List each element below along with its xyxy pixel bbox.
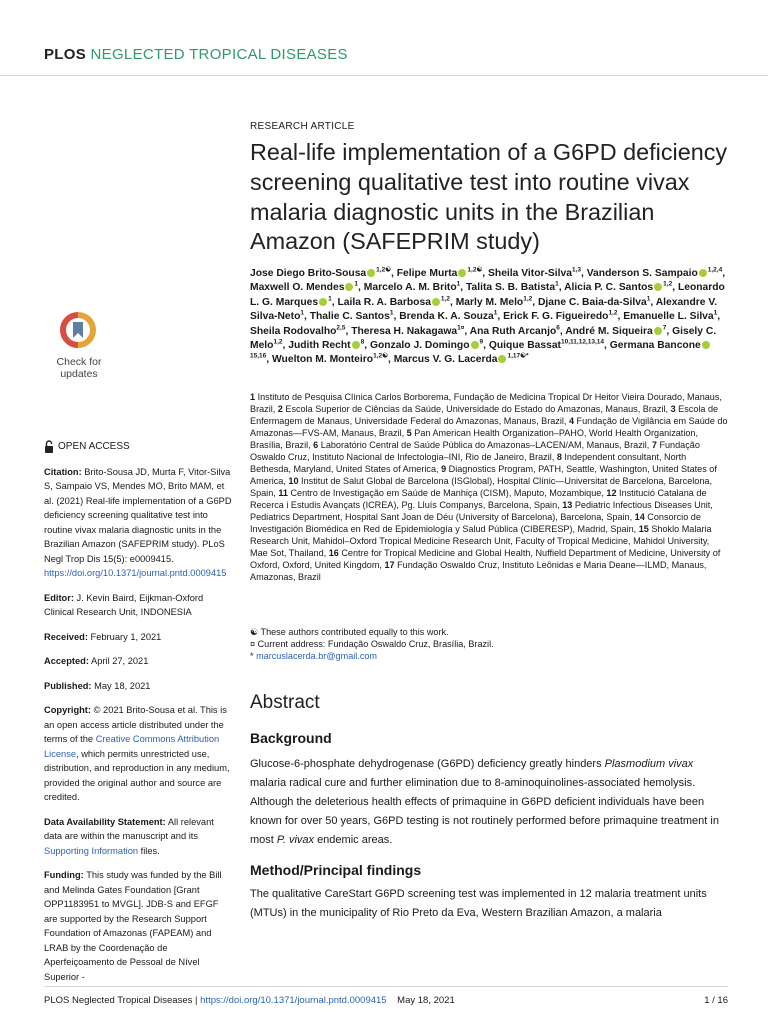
author: Gonzalo J. Domingo $^9$ [369,338,484,352]
author: Germana Bancone$^{15,16}$ [250,340,711,365]
author: Emanuelle L. Silva$^1$ [623,309,718,323]
citation-doi-link[interactable]: https://doi.org/10.1371/journal.pntd.0009415 [44,568,227,578]
affiliation: 2 Escola Superior de Ciências da Saúde, Universidade do Estado do Amazonas, Manaus, Brazil, [277,404,671,414]
article-title [250,138,728,257]
author: Vanderson S. Sampaio $^{1,2,4}$ [586,266,723,279]
orcid-icon[interactable] [367,269,375,277]
author-list: Jose Diego Brito-Sousa $^{1,2☯}$, Felipe Murta $^{1,2☯}$, Sheila Vitor-Silva$^{1,3}$, Vanderson S. Sampaio $^{1,2,4}$, Maxwell O. Mendes $^1$, Marcelo A. M. Brito$^1$, Talita S. B. Batista$^1$, Alicia P. C. Santos $^{1,2}$, Leonardo L. G. Marques $^1$, Laila R. A. Barbosa $^{1,2}$, Marly M. Melo$^{1,2}$, Djane C. Baia-da-Silva$^1$, Alexandre V. Silva-Neto$^1$, Thalie C. Santos$^1$, Brenda K. A. Souza$^1$, Erick F. G. Figueiredo$^{1,2}$, Emanuelle L. Silva$^1$, Sheila Rodovalho$^{2,5}$, Theresa H. Nakagawa$^{1¤}$, Ana Ruth Arcanjo$^6$, André M. Siqueira $^7$, Gisely C. Melo$^{1,2}$, Judith Recht $^8$, Gonzalo J. Domingo $^9$, Quique Bassat$^{10,11,12,13,14}$, Germana Bancone$^{15,16}$, Wuelton M. Monteiro$^{1,2☯}$, Marcus V. G. Lacerda $^{1,17☯*}$ [250,266,726,366]
article-info-sidebar [44,440,232,994]
journal-header [44,46,348,63]
published-date: Published: May 18, 2021 [44,680,151,691]
author: Thalie C. Santos$^1$ [309,309,394,323]
check-updates-text: Check for updates [56,356,102,380]
affiliation: 16 Centre for Tropical Medicine and Global Health, Nuffield Department of Medicine, University of Oxford, Oxford, United Kingdom, [250,548,721,570]
author: Sheila Vitor-Silva$^{1,3}$ [488,266,582,279]
author-notes [250,626,728,662]
citation: Citation: Brito-Sousa JD, Murta F, Vitor-Silva S, Sampaio VS, Mendes MO, Brito MAM, et al. (2021) Real-life implementation of a G6PD deficiency screening qualitative test into routine vivax malaria diagnostic units in the Brazilian Amazon (SAFEPRIM study). PLoS Negl Trop Dis 15(5): e0009415. https://doi.org/10.1371/journal.pntd.0009415 [44,466,232,578]
orcid-icon[interactable] [432,298,440,306]
affiliation: 9 Diagnostics Program, PATH, Seattle, Washington, United States of America, [250,464,717,486]
page-footer: PLOS Neglected Tropical Diseases | https://doi.org/10.1371/journal.pntd.0009415 May 18, 2021 1 / 16 [44,995,728,1006]
footer-doi-link[interactable]: https://doi.org/10.1371/journal.pntd.0009415 [200,995,387,1006]
title-line: screening qualitative test into routine vivax [250,168,690,195]
footer-divider [44,986,728,987]
email-link[interactable]: marcuslacerda.br@gmail.com [256,651,377,661]
author: Erick F. G. Figueiredo$^{1,2}$ [503,309,618,323]
author: Marcus V. G. Lacerda $^{1,17☯*}$ [393,353,529,366]
affiliation: 14 Consorcio de Investigación Biomédica en Red de Epidemiología y Salud Pública (CIBERESP), Madrid, Spain, [250,512,701,534]
author: Djane C. Baia-da-Silva$^1$ [538,295,651,308]
author: Brenda K. A. Souza$^1$ [399,309,498,323]
author: Theresa H. Nakagawa$^{1¤}$ [351,324,465,337]
author: Ana Ruth Arcanjo$^6$ [469,324,560,337]
check-for-updates-badge[interactable] [48,312,110,384]
affiliation: 17 Fundação Oswaldo Cruz, Instituto Leônidas e Maria Deane—ILMD, Manaus, Amazonas, Brazil [250,560,707,582]
affiliation: 11 Centro de Investigação em Saúde de Manhiça (CISM), Maputo, Mozambique, [278,488,607,498]
affiliation: 15 Shoklo Malaria Research Unit, Mahidol–Oxford Tropical Medicine Research Unit, Faculty of Tropical Medicine, Mahidol University, Mae Sot, Thailand, [250,524,712,558]
orcid-icon[interactable] [458,269,466,277]
page-number: 1 / 16 [704,995,728,1006]
author: Sheila Rodovalho$^{2,5}$ [250,324,346,337]
accepted-date: Accepted: April 27, 2021 [44,656,149,666]
affiliation: 10 Institut de Salut Global de Barcelona (ISGlobal), Hospital Clínic—Universitat de Barcelona, Barcelona, Spain, [250,476,712,498]
license-link[interactable]: Creative Commons Attribution License [44,734,220,759]
supporting-info-link[interactable]: Supporting Information [44,845,139,856]
copyright: Copyright: © 2021 Brito-Sousa et al. This is an open access article distributed under the terms of the Creative Commons Attribution License, which permits unrestricted use, distribution, and reproduction in any medium, provided the original author and source are credited. [44,705,230,802]
funding: Funding: This study was funded by the Bill and Melinda Gates Foundation [Grant OPP1183951 to MVGL]. JDB-S and EFGF are supported by the Research Support Foundation of Amazonas (FAPEAM) and LRAB by the Coordenação de Aperfeiçoamento de Pessoal de Nível Superior - [44,870,222,982]
author: Marly M. Melo$^{1,2}$ [455,295,533,308]
corresponding-email: * marcuslacerda.br@gmail.com [250,651,377,661]
title-line: malaria diagnostic units in the Brazilian [250,198,655,225]
author: Laila R. A. Barbosa $^{1,2}$ [337,295,450,308]
affiliation: 13 Pediatric Infectious Diseases Unit, Pediatrics Department, Hospital Sant Joan de Déu (University of Barcelona), Barcelona, Spain, [250,500,713,522]
author: Jose Diego Brito-Sousa $^{1,2☯}$ [250,266,392,279]
article-type: RESEARCH ARTICLE [250,121,355,132]
data-availability: Data Availability Statement: All relevant data are within the manuscript and its Supporting Information files. [44,816,214,856]
open-lock-icon [44,440,54,454]
affiliation: 1 Instituto de Pesquisa Clínica Carlos Borborema, Fundação de Medicina Tropical Dr Heitor Vieira Dourado, Manaus, Brazil, [250,392,722,414]
methods-text: The qualitative CareStart G6PD screening test was implemented in 12 malaria treatment units (MTUs) in the municipality of Rio Preto da Eva, Western Brazilian Amazon, a malaria [250,888,707,919]
affiliation: 5 Pan American Health Organization–PAHO, World Health Organization, Brasília, Brazil, [250,428,698,450]
affiliation: 6 Laboratório Central de Saúde Pública do Amazonas–LACEN/AM, Manaus, Brazil, [313,440,652,450]
check-updates-icon [60,312,96,348]
orcid-icon[interactable] [319,298,327,306]
author: Quique Bassat$^{10,11,12,13,14}$ [488,338,604,352]
author: Felipe Murta $^{1,2☯}$ [396,266,483,279]
methods-heading: Method/Principal findings [250,862,422,878]
author: Talita S. B. Batista$^1$ [466,280,559,294]
affiliations [250,391,728,583]
background-text: Glucose-6-phosphate dehydrogenase (G6PD) deficiency greatly hinders Plasmodium vivax malaria radical cure and further elimination due to 8-aminoquinolines-associated hemolysis. Although the deleterious health effects of primaquine in G6PD deficient individuals have been known for over 50 years, G6PD testing is not routinely performed before primaquine treatment in most P. vivax endemic areas. [250,758,719,846]
author: Marcelo A. M. Brito$^1$ [363,280,461,294]
orcid-icon[interactable] [699,269,707,277]
title-line: Real-life implementation of a G6PD deficiency [250,139,728,165]
equal-contribution-note: ☯ These authors contributed equally to this work. [250,627,449,637]
footer-date: May 18, 2021 [397,995,455,1006]
author: Judith Recht $^8$ [288,338,365,352]
journal-prefix: PLOS [44,46,87,63]
current-address-note: ¤ Current address: Fundação Oswaldo Cruz, Brasília, Brazil. [250,639,494,649]
author: Wuelton M. Monteiro$^{1,2☯}$ [272,353,388,366]
footer-journal: PLOS Neglected Tropical Diseases [44,995,193,1006]
author: Alicia P. C. Santos $^{1,2}$ [564,280,673,294]
orcid-icon[interactable] [498,355,506,363]
affiliation: 12 Institució Catalana de Recerca i Estudis Avançats (ICREA), Pg. Lluís Companys, Barcelona, Spain, [250,488,707,510]
author: André M. Siqueira $^7$ [565,324,667,337]
title-line: Amazon (SAFEPRIM study) [250,228,540,255]
orcid-icon[interactable] [352,341,360,349]
affiliation: 4 Fundação de Vigilância em Saúde do Amazonas—FVS-AM, Manaus, Brazil, [250,416,728,438]
orcid-icon[interactable] [345,283,353,291]
journal-name: NEGLECTED TROPICAL DISEASES [90,46,348,63]
affiliation: 7 Fundação Oswaldo Cruz, Instituto Nacional de Infectologia–INI, Rio de Janeiro, Brazil, [250,440,700,462]
author: Alexandre V. Silva-Neto$^1$ [250,296,718,323]
orcid-icon[interactable] [654,327,662,335]
orcid-icon[interactable] [702,341,710,349]
author: Maxwell O. Mendes $^1$ [250,280,359,294]
background-heading: Background [250,730,332,746]
abstract-heading: Abstract [250,692,320,713]
orcid-icon[interactable] [471,341,479,349]
affiliation: 3 Escola de Enfermagem de Manaus, Universidade Federal do Amazonas, Manaus, Brazil, [250,404,719,426]
open-access-label: OPEN ACCESS [44,440,232,455]
author: Gisely C. Melo$^{1,2}$ [250,325,717,352]
received-date: Received: February 1, 2021 [44,631,162,642]
author: Leonardo L. G. Marques $^1$ [250,282,725,308]
affiliation: 8 Independent consultant, North Bethesda, Maryland, United States of America, [250,452,687,474]
editor: Editor: J. Kevin Baird, Eijkman-Oxford Clinical Research Unit, INDONESIA [44,592,204,617]
orcid-icon[interactable] [654,283,662,291]
header-divider [0,75,768,76]
